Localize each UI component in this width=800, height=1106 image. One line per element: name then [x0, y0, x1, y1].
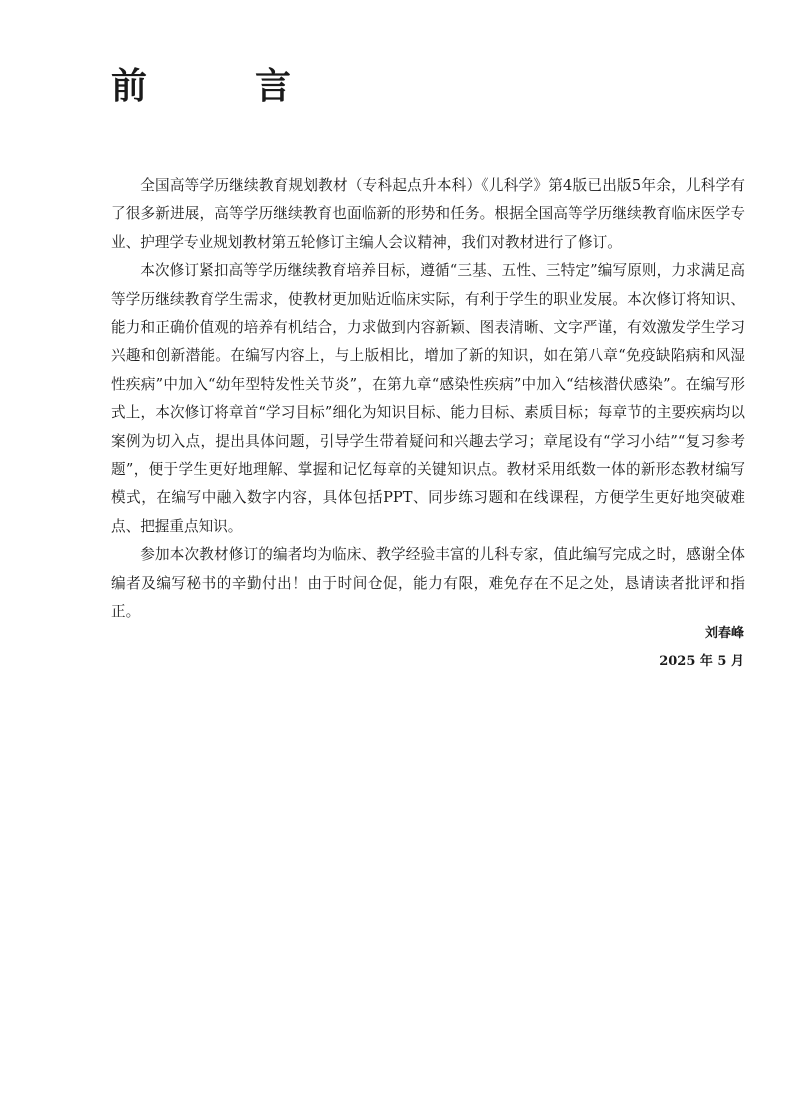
paragraph-1: 全国高等学历继续教育规划教材（专科起点升本科）《儿科学》第4版已出版5年余，儿科学有了很多新进展，高等学历继续教育也面临新的形势和任务。根据全国高等学历继续教育临床医学专业、护理学专业规划教材第五轮修订主编人会议精神，我们对教材进行了修订。	[111, 177, 745, 251]
author-name: 刘春峰	[704, 626, 744, 641]
preface-body	[111, 172, 745, 627]
page-title: 前 言	[111, 65, 328, 107]
paragraph-2: 本次修订紧扣高等学历继续教育培养目标，遵循“三基、五性、三特定”编写原则，力求满足高等学历继续教育学生需求，使教材更加贴近临床实际，有利于学生的职业发展。本次修订将知识、能力和正确价值观的培养有机结合，力求做到内容新颖、图表清晰、文字严谨，有效激发学生学习兴趣和创新潜能。在编写内容上，与上版相比，增加了新的知识，如在第八章“免疫缺陷病和风湿性疾病”中加入“幼年型特发性关节炎”，在第九章“感染性疾病”中加入“结核潜伏感染”。在编写形式上，本次修订将章首“学习目标”细化为知识目标、能力目标、素质目标；每章节的主要疾病均以案例为切入点，提出具体问题，引导学生带着疑问和兴趣去学习；章尾设有“学习小结”“复习参考题”，便于学生更好地理解、掌握和记忆每章的关键知识点。教材采用纸数一体的新形态教材编写模式，在编写中融入数字内容，具体包括PPT、同步练习题和在线课程，方便学生更好地突破难点、把握重点知识。	[111, 262, 745, 535]
signature-block	[659, 620, 744, 676]
paragraph-3: 参加本次教材修订的编者均为临床、教学经验丰富的儿科专家，值此编写完成之时，感谢全体编者及编写秘书的辛勤付出！由于时间仓促，能力有限，难免存在不足之处，恳请读者批评和指正。	[111, 546, 745, 621]
signature-date: 2025 年 5 月	[659, 654, 744, 669]
